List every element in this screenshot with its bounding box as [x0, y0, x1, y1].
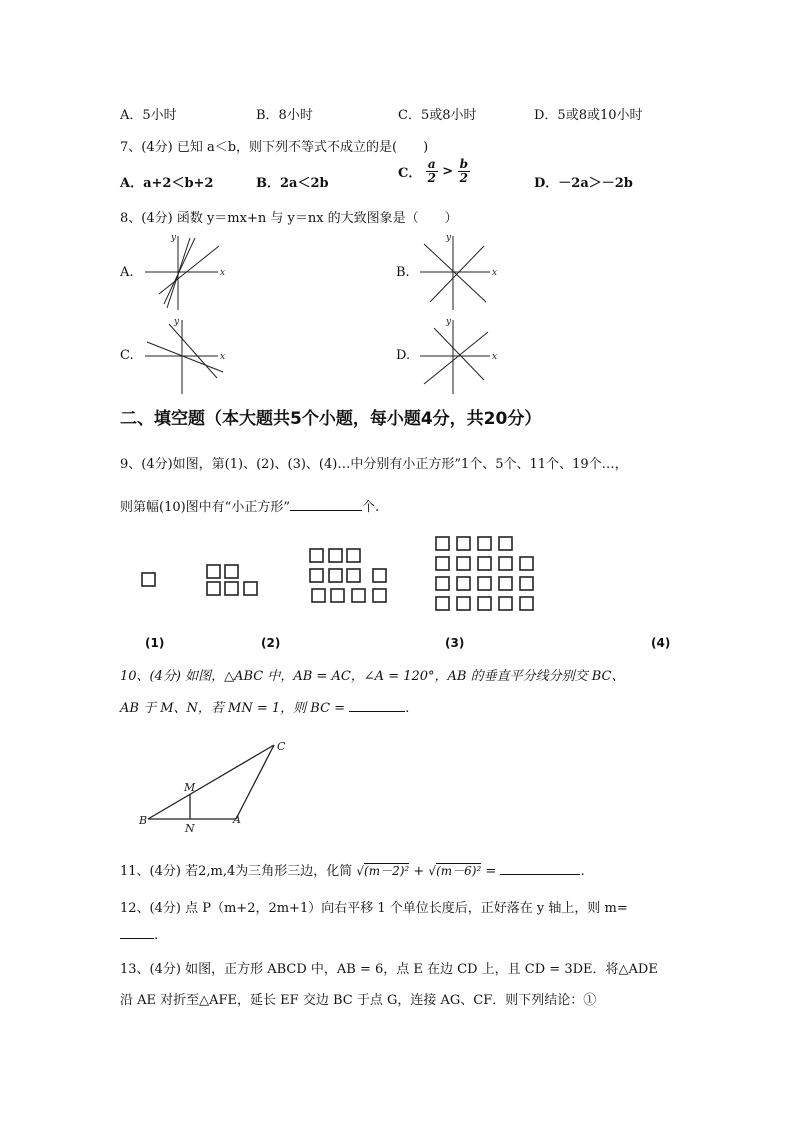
y-axis-label: y [174, 317, 180, 327]
q9-fig-label-4: (4) [651, 636, 671, 650]
y-axis-label: y [446, 317, 452, 327]
q7-option-c-prefix: C． [398, 166, 422, 181]
q6-option-a: A．5小时 [120, 108, 177, 123]
q10-line-2-text: AB 于 M、N，若 MN = 1，则 BC = [120, 701, 346, 716]
frac-den: 2 [427, 171, 436, 185]
fraction-b-over-2 [458, 158, 470, 185]
q8-graph-d [420, 316, 505, 396]
q9-fig-label-3: (3) [445, 636, 465, 650]
q13-line-1: 13、(4分) 如图，正方形 ABCD 中，AB = 6，点 E 在边 CD 上，且 CD = 3DE．将△ADE [120, 962, 658, 977]
q6-option-b: B．8小时 [256, 108, 313, 123]
x-axis-label: x [220, 352, 226, 362]
point-c-label: C [277, 740, 286, 753]
q8-stem: 8、(4分) 函数 y＝mx+n 与 y＝nx 的大致图象是（ ） [120, 211, 458, 226]
radicand-2: (m－6)² [436, 864, 482, 878]
point-b-label: B [139, 814, 148, 827]
q9-squares-figure [130, 530, 550, 620]
q7-option-d: D．－2a＞－2b [534, 176, 633, 191]
frac-num: a [427, 157, 436, 171]
q12-line-2 [120, 926, 158, 943]
q8-graph-b [420, 232, 505, 312]
point-a-label: A [233, 813, 241, 826]
q9-line-1: 9、(4分)如图，第(1)、(2)、(3)、(4)…中分别有小正方形”1个、5个、11个、19个…， [120, 457, 628, 472]
q12-line-1: 12、(4分) 点 P（m+2，2m+1）向右平移 1 个单位长度后，正好落在 y 轴上，则 m= [120, 901, 628, 916]
q8-graph-c [145, 316, 230, 396]
plus-sign: + [413, 864, 425, 879]
q7-option-b: B．2a＜2b [256, 176, 329, 191]
q11-end: . [580, 864, 585, 879]
point-m-label: M [184, 781, 196, 794]
q11-text: 11、(4分) 若2,m,4为三角形三边，化简 [120, 864, 353, 879]
q13-line-2: 沿 AE 对折至△AFE，延长 EF 交边 BC 于点 G，连接 AG、CF．则下列结论：① [120, 993, 597, 1008]
section-2-title: 二、填空题（本大题共5个小题，每小题4分，共20分） [120, 409, 542, 429]
sqrt-2: √(m－6)² [428, 864, 482, 878]
q9-answer-blank[interactable] [290, 498, 362, 511]
q6-option-c: C．5或8小时 [398, 108, 477, 123]
q7-stem: 7、(4分) 已知 a＜b，则下列不等式不成立的是( ) [120, 140, 429, 155]
frac-num: b [459, 157, 469, 171]
q9-fig-label-1: (1) [145, 636, 165, 650]
q11-line [120, 860, 585, 879]
q9-fig-label-2: (2) [261, 636, 281, 650]
point-n-label: N [185, 822, 195, 835]
equals-sign: = [485, 864, 497, 879]
q10-answer-blank[interactable] [349, 699, 405, 712]
frac-den: 2 [459, 171, 469, 185]
q10-line-1: 10、(4分) 如图，△ABC 中，AB = AC，∠A = 120°，AB 的垂直平分线分别交 BC、 [120, 669, 625, 684]
fraction-a-over-2 [426, 158, 438, 185]
q8-label-a: A. [120, 265, 134, 280]
q7-option-c [398, 158, 470, 185]
q9-line-2-text: 则第幅(10)图中有“小正方形” [120, 500, 290, 515]
q10-triangle-figure [138, 738, 298, 838]
q11-answer-blank[interactable] [500, 862, 580, 875]
sqrt-1: √(m－2)² [356, 864, 410, 878]
gt-sign: > [442, 164, 454, 179]
x-axis-label: x [492, 352, 498, 362]
y-axis-label: y [446, 233, 452, 243]
x-axis-label: x [492, 268, 498, 278]
q6-option-d: D．5或8或10小时 [534, 108, 643, 123]
q10-line-2-end: . [405, 701, 410, 716]
q9-line-2 [120, 496, 379, 515]
q8-graph-a [145, 232, 230, 312]
q7-option-a: A．a+2＜b+2 [120, 176, 214, 191]
y-axis-label: y [171, 233, 177, 243]
q8-label-b: B. [396, 265, 410, 280]
q9-line-2-end: 个. [361, 500, 380, 515]
q12-end: . [154, 928, 159, 943]
q12-answer-blank[interactable] [120, 926, 154, 939]
q8-label-c: C. [120, 348, 134, 363]
q8-label-d: D. [396, 348, 411, 363]
q10-line-2 [120, 697, 409, 716]
radicand-1: (m－2)² [364, 864, 410, 878]
x-axis-label: x [220, 268, 226, 278]
